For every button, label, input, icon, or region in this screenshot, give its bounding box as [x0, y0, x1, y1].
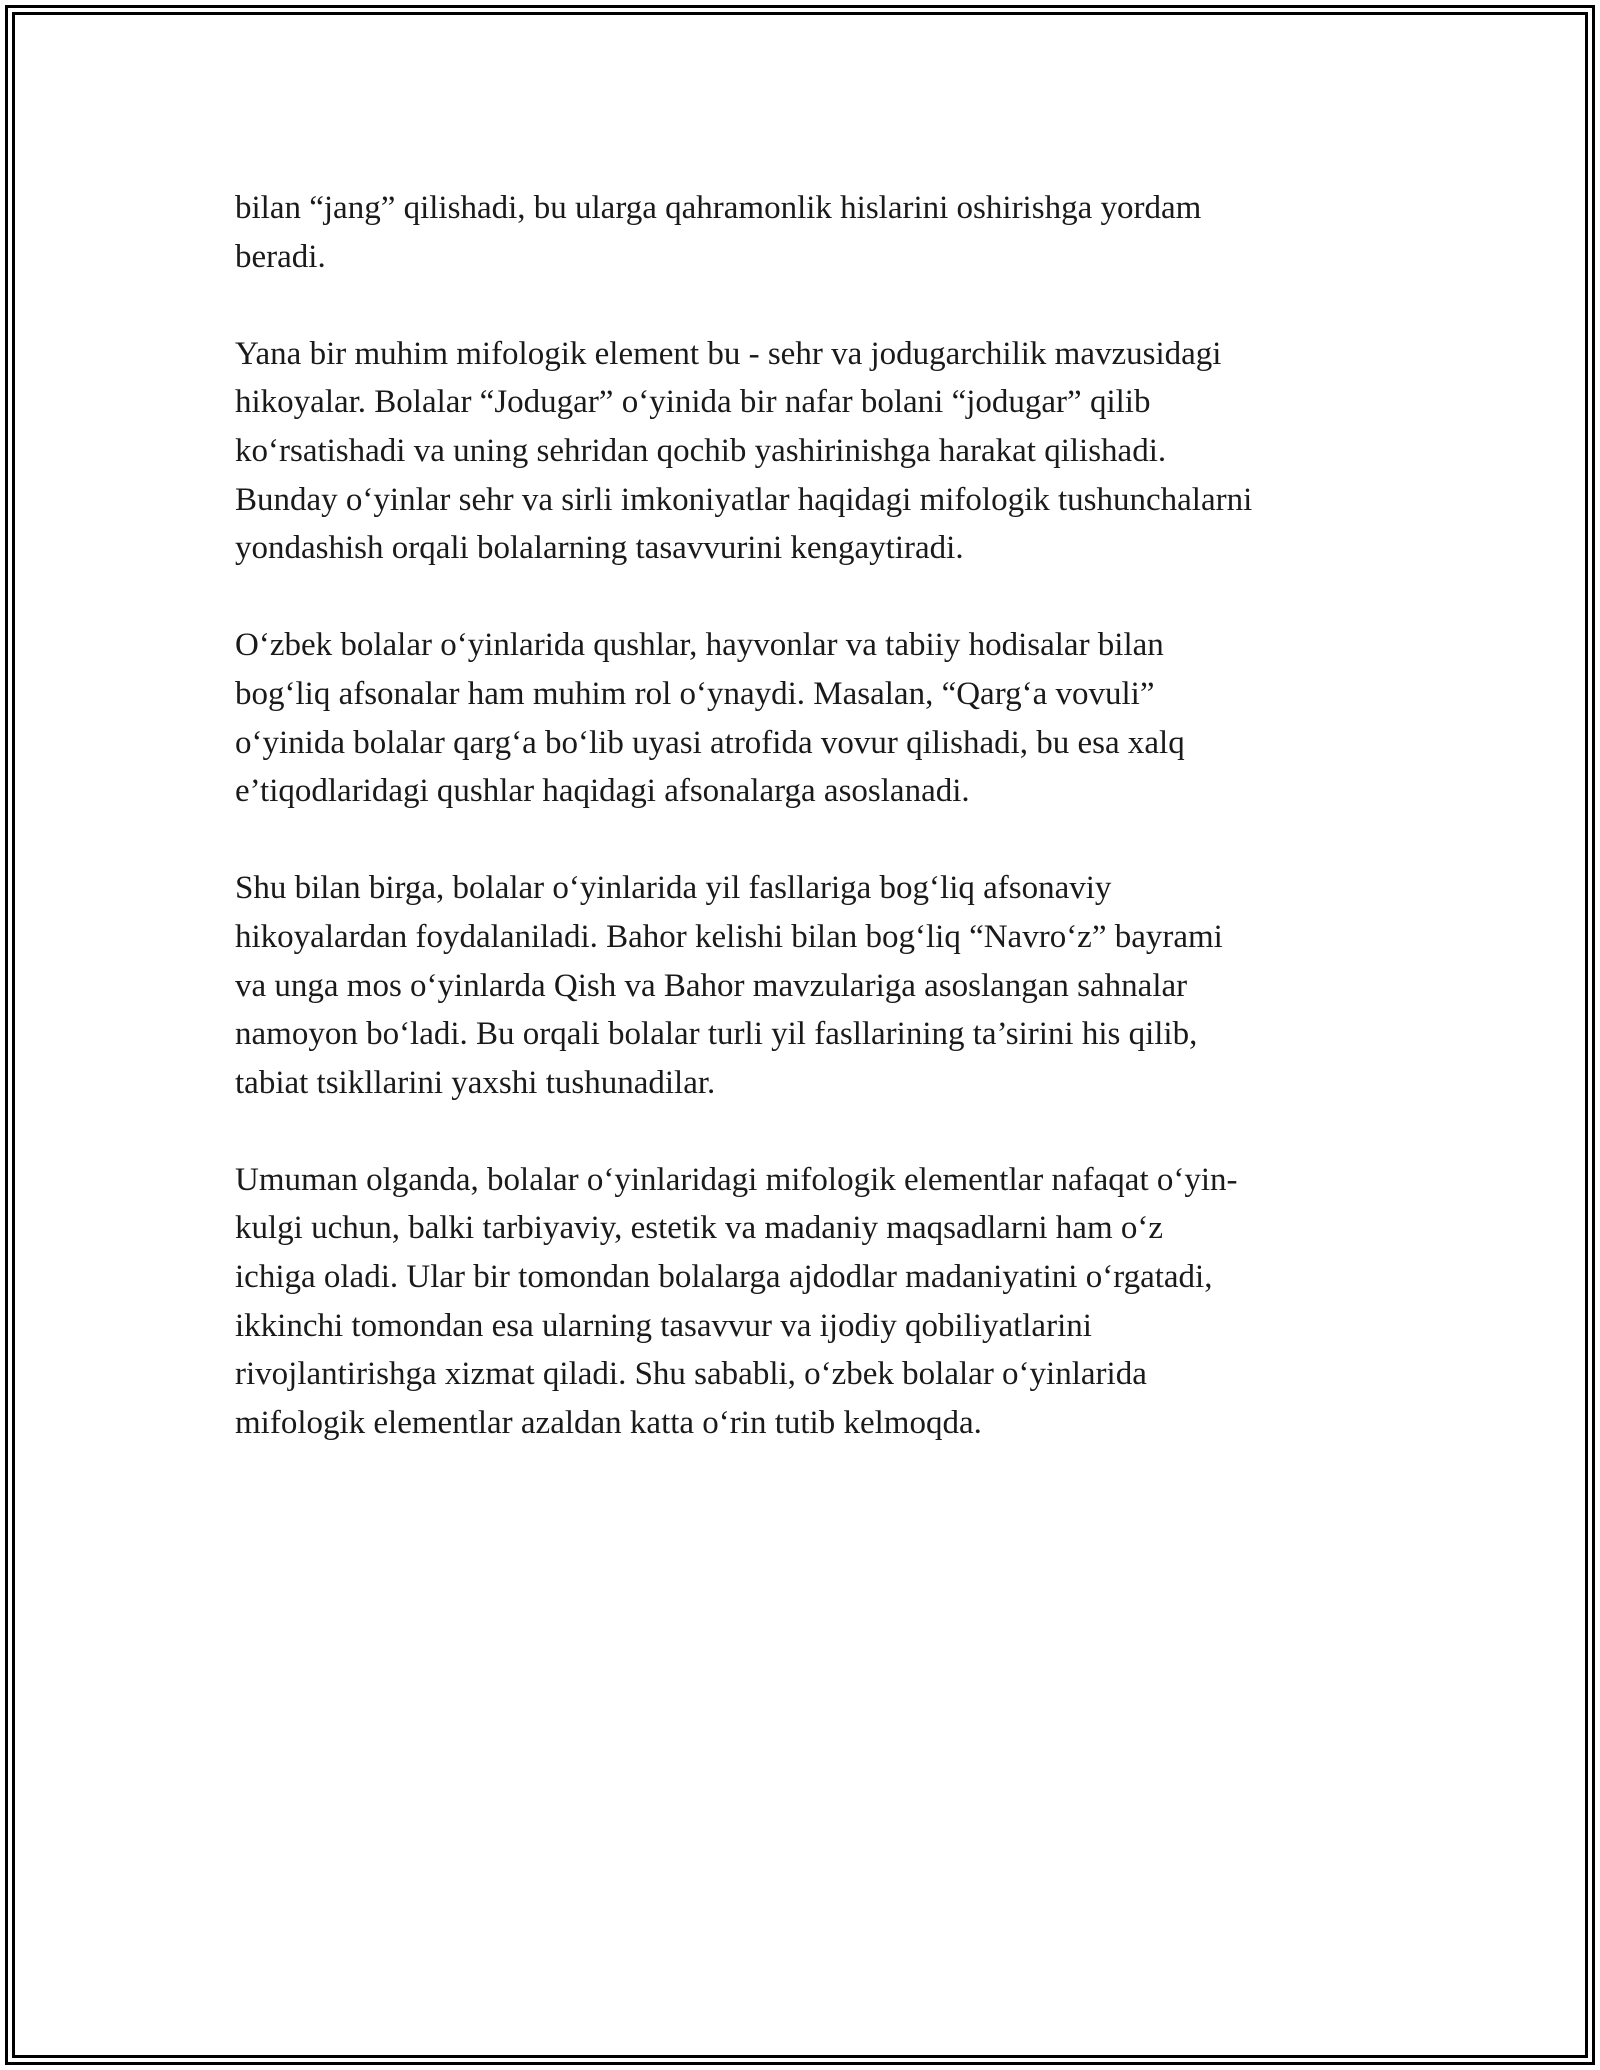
paragraph-conclusion: Umuman olganda, bolalar o‘yinlaridagi mifologik elementlar nafaqat o‘yin- kulgi uchun, balki tarbiyaviy, estetik va madaniy maqsadlarni ham o‘z ichiga oladi. Ular bir tomondan bolalarga ajdodlar madaniyatini o‘rgatadi, ikkinchi tomondan esa ularning tasavvur va ijodiy qobiliyatlarini rivojlantirishga xizmat qiladi. Shu sababli, o‘zbek bolalar o‘yinlarida mifologik elementlar azaldan katta o‘rin tutib kelmoqda. — [235, 1161, 1238, 1441]
paragraph-seasons: Shu bilan birga, bolalar o‘yinlarida yil fasllariga bog‘liq afsonaviy hikoyalardan foydalaniladi. Bahor kelishi bilan bog‘liq “Navro‘z” bayrami va unga mos o‘yinlarda Qish va Bahor mavzulariga asoslangan sahnalar namoyon bo‘ladi. Bu orqali bolalar turli yil fasllarining ta’sirini his qilib, tabiat tsikllarini yaxshi tushunadilar. — [235, 870, 1223, 1101]
document-body — [235, 184, 1375, 1496]
paragraph-magic-witchcraft: Yana bir muhim mifologik element bu - sehr va jodugarchilik mavzusidagi hikoyalar. Bolalar “Jodugar” o‘yinida bir nafar bolani “jodugar” qilib ko‘rsatishadi va uning sehridan qochib yashirinishga harakat qilishadi. Bunday o‘yinlar sehr va sirli imkoniyatlar haqidagi mifologik tushunchalarni yondashish orqali bolalarning tasavvurini kengaytiradi. — [235, 335, 1253, 567]
paragraph-birds-animals: O‘zbek bolalar o‘yinlarida qushlar, hayvonlar va tabiiy hodisalar bilan bog‘liq afsonalar ham muhim rol o‘ynaydi. Masalan, “Qarg‘a vovuli” o‘yinida bolalar qarg‘a bo‘lib uyasi atrofida vovur qilishadi, bu esa xalq e’tiqodlaridagi qushlar haqidagi afsonalarga asoslanadi. — [235, 627, 1185, 810]
paragraph-heroism: bilan “jang” qilishadi, bu ularga qahramonlik hislarini oshirishga yordam beradi. — [235, 190, 1202, 275]
